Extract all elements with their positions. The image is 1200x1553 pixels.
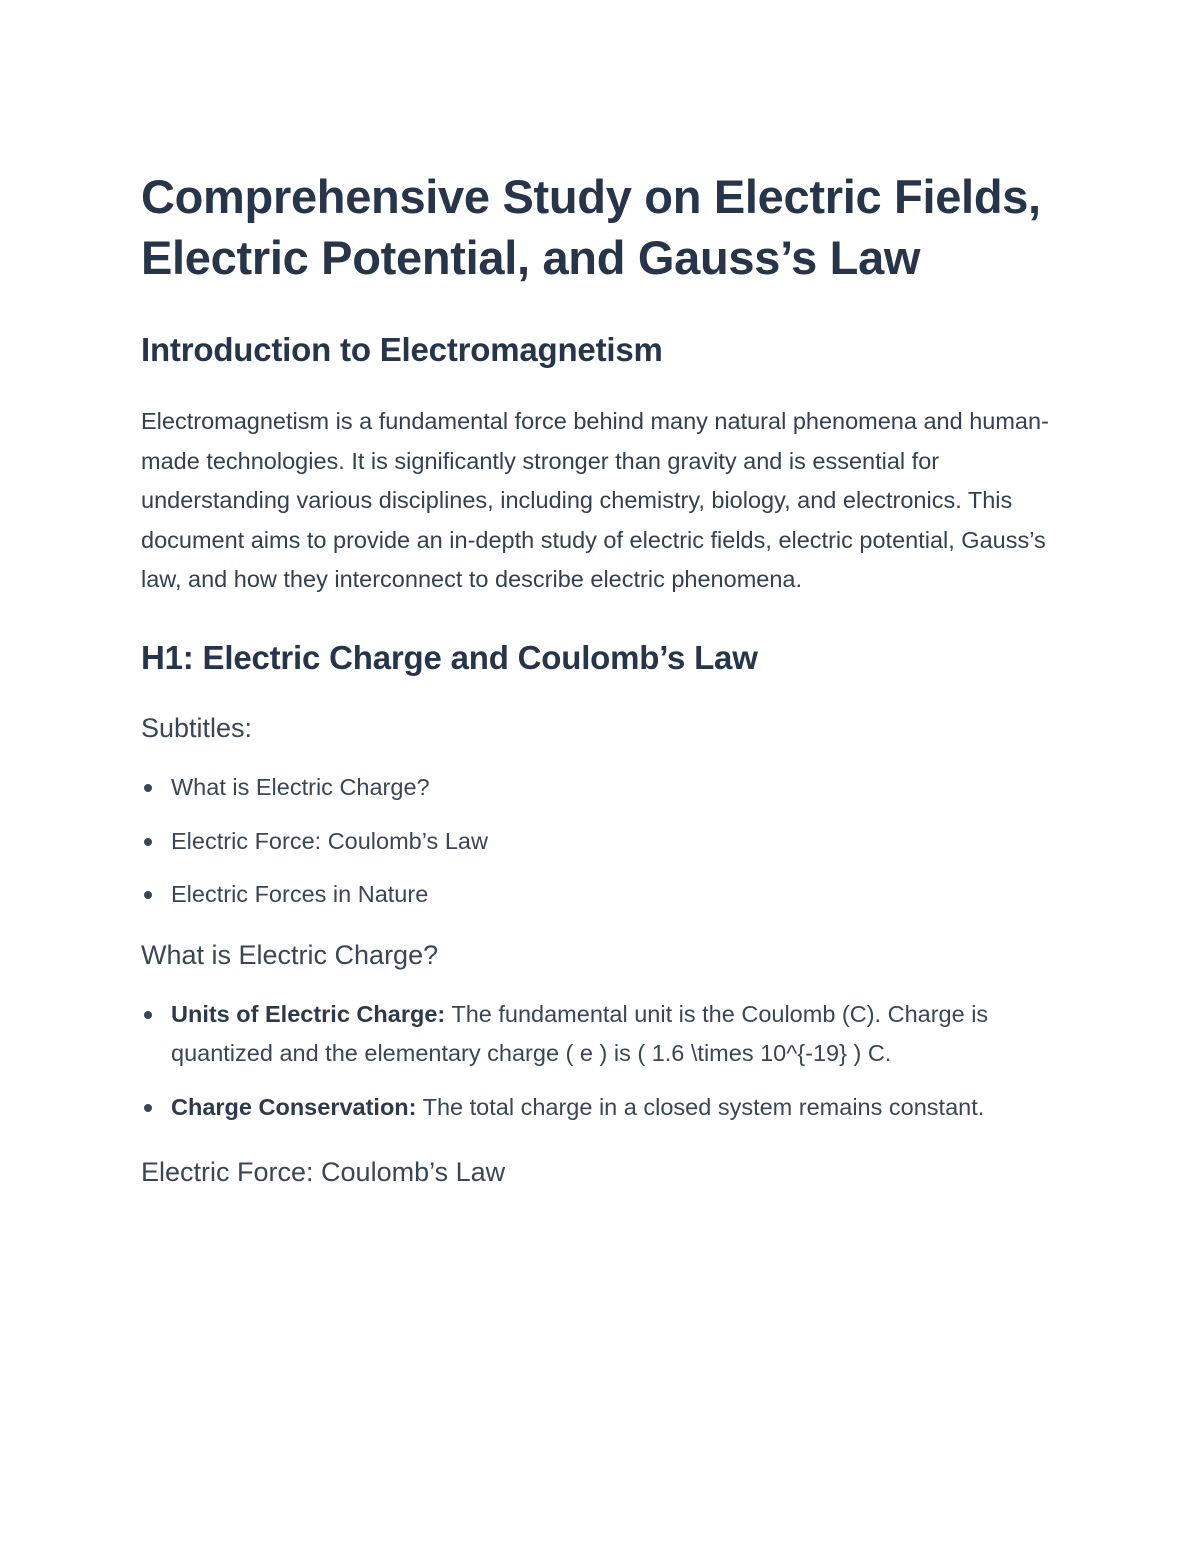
document-page xyxy=(141,166,1071,1190)
list-item-text: Electric Force: Coulomb’s Law xyxy=(171,827,488,854)
charge-subheading: What is Electric Charge? xyxy=(141,939,439,970)
subtitle-list xyxy=(141,768,1071,915)
coulomb-law-subheading: Electric Force: Coulomb’s Law xyxy=(141,1156,506,1187)
list-item-text: The fundamental unit is the Coulomb (C). Charge is quantized and the elementary charge ( e ) is ( 1.6 \times 10^{-19} ) C. xyxy=(171,1000,989,1067)
list-item xyxy=(141,995,1071,1074)
list-item xyxy=(141,1088,1071,1128)
list-item-text: Electric Forces in Nature xyxy=(171,881,429,908)
list-item-text: What is Electric Charge? xyxy=(171,773,430,800)
document-title: Comprehensive Study on Electric Fields, Electric Potential, and Gauss’s Law xyxy=(141,170,1041,284)
list-item xyxy=(141,822,1071,862)
subtitles-heading: Subtitles: xyxy=(141,712,253,743)
section-heading-electric-charge: H1: Electric Charge and Coulomb’s Law xyxy=(141,638,758,676)
list-item xyxy=(141,875,1071,915)
intro-paragraph: Electromagnetism is a fundamental force behind many natural phenomena and human-made technologies. It is significantly stronger than gravity and is essential for understanding various disciplines, including chemistry, biology, and electronics. This document aims to provide an in-depth study of electric fields, electric potential, Gauss’s law, and how they interconnect to describe electric phenomena. xyxy=(141,408,1049,593)
bullet-icon xyxy=(144,838,152,846)
intro-heading: Introduction to Electromagnetism xyxy=(141,331,663,368)
list-item-term: Charge Conservation: xyxy=(171,1093,417,1120)
bullet-icon xyxy=(144,784,152,792)
list-item-term: Units of Electric Charge: xyxy=(171,1000,446,1027)
bullet-icon xyxy=(144,1104,152,1112)
charge-list xyxy=(141,995,1071,1128)
list-item xyxy=(141,768,1071,808)
bullet-icon xyxy=(144,891,152,899)
list-item-text: The total charge in a closed system remains constant. xyxy=(416,1093,985,1120)
bullet-icon xyxy=(144,1011,152,1019)
